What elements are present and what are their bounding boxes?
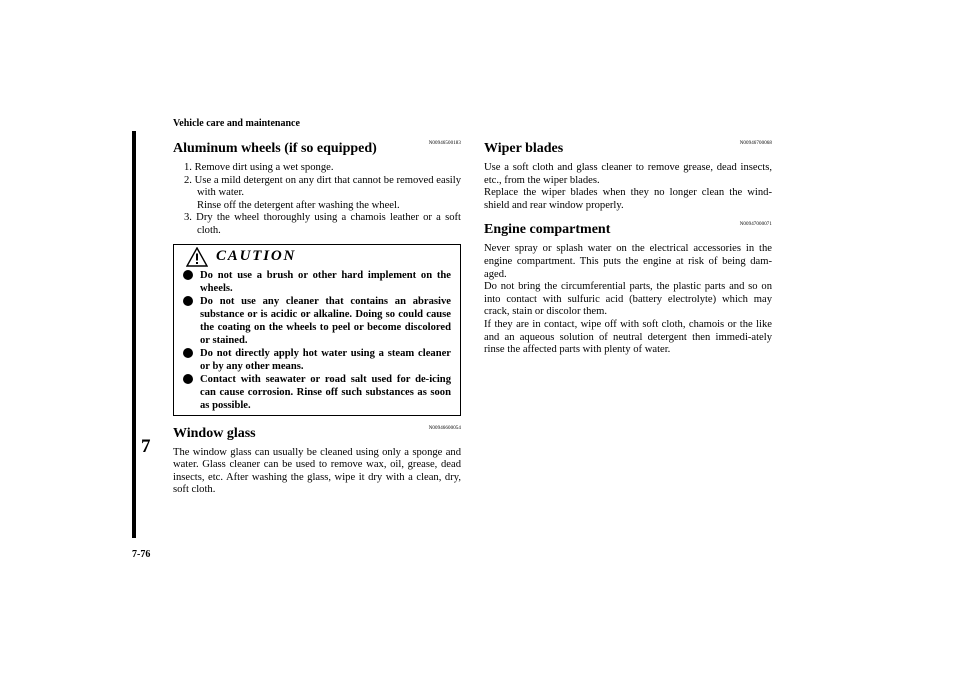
section-spacer [173,416,461,425]
engine-compartment-paragraph: Never spray or splash water on the electrical accessories in the engine compartment. This puts the engine at risk of being dam-aged. [484,243,772,280]
section-code: N00946700068 [739,141,772,146]
bullet-icon [183,348,193,358]
caution-item [183,295,451,347]
section-title: Aluminum wheels (if so equipped) [173,141,377,156]
caution-item-text: Do not use any cleaner that contains an abrasive substance or is acidic or alkaline. Doing so could cause the coating on the wheels to peel or become discolored or stained. [200,295,451,346]
caution-title: CAUTION [216,248,297,265]
engine-compartment-heading [484,221,772,243]
right-column [484,140,772,357]
caution-item-text: Do not directly apply hot water using a steam cleaner or by any other means. [200,347,451,372]
section-title: Window glass [173,425,256,441]
section-code: N00946600054 [428,425,461,431]
caution-item-text: Do not use a brush or other hard implement on the wheels. [200,269,451,294]
left-column [173,140,461,497]
chapter-tab-number: 7 [141,436,151,457]
bullet-icon [183,270,193,280]
caution-header [183,245,451,269]
running-header: Vehicle care and maintenance [173,118,300,129]
wiper-blades-heading [484,140,772,162]
bullet-icon [183,374,193,384]
section-spacer [484,212,772,221]
step-item: 2. Use a mild detergent on any dirt that cannot be removed easily with water. [184,174,461,199]
warning-triangle-icon [186,247,208,267]
step-item: 1. Remove dirt using a wet sponge. [184,162,334,173]
step-item: 3. Dry the wheel thoroughly using a chamois leather or a soft cloth. [184,212,461,236]
cleaning-steps [173,162,461,238]
section-code: N00947000071 [739,222,772,228]
window-glass-text: The window glass can usually be cleaned using only a sponge and water. Glass cleaner can be used to remove wax, oil, grease, dead insects, etc. After washing the glass, wipe it dry with a clean, dry, soft cloth. [173,446,461,496]
caution-box [173,244,461,416]
caution-item [183,269,451,295]
caution-item [183,373,451,412]
wiper-blades-paragraph: Replace the wiper blades when they no longer clean the wind-shield and rear window properly. [484,187,772,211]
section-title: Wiper blades [484,141,564,156]
chapter-margin-bar [132,131,136,538]
section-code: N00946500183 [428,141,461,146]
aluminum-wheels-heading [173,140,461,162]
caution-list [183,269,451,412]
step-note: Rinse off the detergent after washing the wheel. [197,199,400,211]
engine-compartment-paragraph: Do not bring the circumferential parts, the plastic parts and so on into contact with sulfuric acid (battery electrolyte) which may crack, stain or discolor them. [484,281,772,318]
caution-item-text: Contact with seawater or road salt used for de-icing can cause corrosion. Rinse off such substances as soon as possible. [200,373,451,411]
engine-compartment-paragraph: If they are in contact, wipe off with soft cloth, chamois or the like and an aqueous solution of neutral detergent then immedi-ately rinse the affected parts with plenty of water. [484,318,772,356]
page-number: 7-76 [132,549,151,560]
bullet-icon [183,296,193,306]
caution-item [183,347,451,373]
window-glass-heading [173,425,461,447]
wiper-blades-paragraph: Use a soft cloth and glass cleaner to remove grease, dead insects, etc., from the wiper blades. [484,162,772,186]
section-title: Engine compartment [484,222,611,238]
